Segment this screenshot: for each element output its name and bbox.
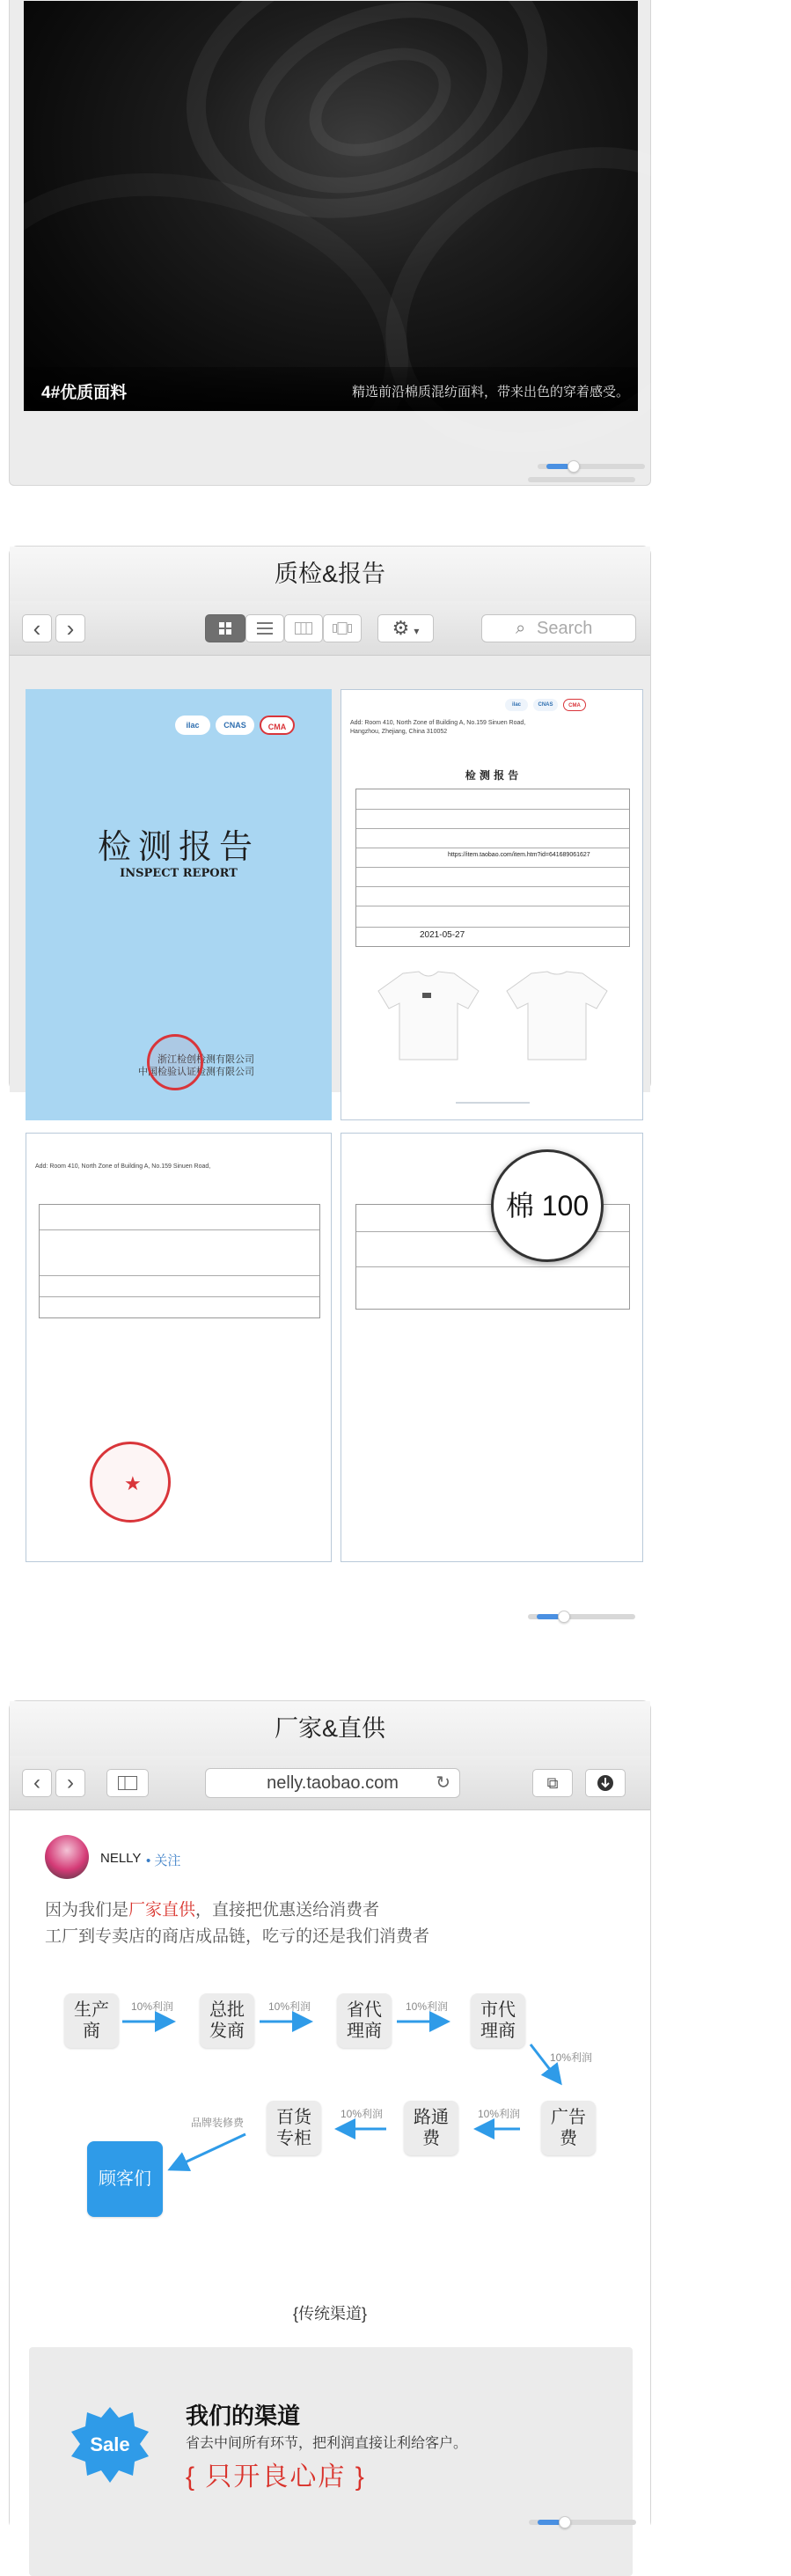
follow-button[interactable]: • 关注 <box>146 1853 181 1868</box>
node-provincial-agent: 省代理商 <box>337 1993 392 2048</box>
factory-window <box>9 1700 651 2530</box>
ilac-logo: ilac <box>175 716 210 735</box>
tabs-icon: ⧉ <box>546 1774 559 1792</box>
node-city-agent: 市代理商 <box>471 1993 525 2048</box>
our-channel-box <box>29 2347 633 2576</box>
chevron-right-icon: › <box>66 615 75 642</box>
svg-text:Sale: Sale <box>90 2433 130 2455</box>
factory-scroll-indicator[interactable] <box>529 2520 636 2525</box>
tabs-button[interactable] <box>532 1769 573 1797</box>
cnas-logo: CNAS <box>216 716 254 735</box>
statement-line-1: 因为我们是厂家直供，直接把优惠送给消费者 <box>45 1901 380 1919</box>
forward-button[interactable] <box>55 614 85 642</box>
back-button[interactable] <box>22 1769 52 1797</box>
coverflow-icon <box>333 622 352 635</box>
node-department-store: 百货专柜 <box>267 2101 321 2155</box>
sample-url: https://item.taobao.com/item.htm?id=641689061627 <box>448 852 590 858</box>
cma-logo: CMA <box>260 716 295 735</box>
report-heading: 检 测 报 告 <box>465 769 519 782</box>
search-icon: ⌕ <box>516 619 526 638</box>
report-window <box>9 546 651 1494</box>
cover-seal <box>147 1034 203 1090</box>
edge-label-1: 10%利润 <box>131 2000 174 2013</box>
report-page-2[interactable]: Add: Room 410, North Zone of Building A, No.159 Sinuen Road, ★ <box>26 1133 332 1562</box>
edge-label-5: 10%利润 <box>478 2108 521 2120</box>
chevron-down-icon: ▾ <box>414 625 420 637</box>
grid-icon <box>218 621 232 635</box>
cover-org-1: 浙江检创检测有限公司 <box>157 1054 254 1065</box>
traditional-channel-label: {传统渠道} <box>292 2305 368 2323</box>
node-producer: 生产商 <box>64 1993 119 2048</box>
cover-subtitle: INSPECT REPORT <box>120 867 238 880</box>
report-cover[interactable] <box>26 689 332 1120</box>
our-channel-title: 我们的渠道 <box>186 2403 301 2429</box>
reload-icon[interactable]: ↻ <box>436 1773 450 1793</box>
official-seal: ★ <box>90 1442 171 1523</box>
edge-label-4: 10%利润 <box>550 2051 593 2064</box>
sidebar-icon <box>118 1776 137 1790</box>
cover-org-2: 中国检验认证检测有限公司 <box>138 1067 254 1077</box>
address-bar[interactable] <box>205 1768 460 1798</box>
factory-content <box>10 1810 650 2531</box>
magnified-composition: 棉 100 <box>491 1149 604 1262</box>
sale-badge-icon <box>70 2405 150 2486</box>
user-name: NELLY <box>100 1851 142 1866</box>
coverflow-view-button[interactable] <box>323 614 362 642</box>
fabric-image <box>24 1 638 411</box>
chevron-right-icon: › <box>67 1771 74 1794</box>
action-menu-button[interactable] <box>377 614 434 642</box>
columns-icon <box>295 622 312 635</box>
search-input[interactable] <box>481 614 636 642</box>
edge-label-2: 10%利润 <box>268 2000 311 2013</box>
statement-line-2: 工厂到专卖店的商店成品链，吃亏的还是我们消费者 <box>45 1927 430 1946</box>
fabric-title: 4#优质面料 <box>41 384 128 402</box>
report-toolbar <box>10 601 650 656</box>
fabric-description: 精选前沿棉质混纺面料，带来出色的穿着感受。 <box>351 385 629 400</box>
node-channel-fee: 路通费 <box>404 2101 458 2155</box>
report-gallery <box>10 656 650 1494</box>
fabric-panel <box>9 0 651 486</box>
column-view-button[interactable] <box>284 614 323 642</box>
search-placeholder: Search <box>537 619 593 638</box>
browser-toolbar <box>10 1756 650 1810</box>
back-button[interactable] <box>22 614 52 642</box>
fabric-caption-bar <box>24 367 638 411</box>
download-icon <box>597 1774 614 1792</box>
cover-title: 检测报告 <box>97 827 260 866</box>
grid-view-button[interactable] <box>205 614 245 642</box>
edge-label-7: 品牌装修费 <box>191 2117 245 2129</box>
node-advertising: 广告费 <box>541 2101 596 2155</box>
statement-highlight: 厂家直供 <box>128 1901 196 1919</box>
report-window-title: 质检&报告 <box>10 547 650 601</box>
list-icon <box>257 622 273 635</box>
fabric-bottom-bar <box>528 477 635 482</box>
download-button[interactable] <box>585 1769 626 1797</box>
node-wholesaler: 总批发商 <box>200 1993 254 2048</box>
sidebar-toggle-button[interactable] <box>106 1769 149 1797</box>
edge-label-3: 10%利润 <box>406 2000 449 2013</box>
forward-button[interactable] <box>55 1769 85 1797</box>
node-customer: 顾客们 <box>87 2141 163 2217</box>
edge-label-6: 10%利润 <box>341 2108 384 2120</box>
report-page-1[interactable]: ilac CNAS CMA Add: Room 410, North Zone of Building A, No.159 Sinuen Road, Hangzhou, Zhejiang, China 310052 检 测 报 告 https://item.taobao.com/item.htm?id=641689061627 2021-05-27 <box>341 689 643 1120</box>
tshirt-back-image <box>505 970 609 1061</box>
report-date: 2021-05-27 <box>420 930 465 940</box>
our-channel-store: { 只开良心店 } <box>186 2462 366 2492</box>
chevron-left-icon: ‹ <box>33 615 41 642</box>
gear-icon: ⚙ <box>392 617 410 639</box>
factory-window-title: 厂家&直供 <box>10 1701 650 1756</box>
our-channel-subtitle: 省去中间所有环节，把利润直接让利给客户。 <box>186 2436 468 2451</box>
url-text: nelly.taobao.com <box>267 1773 399 1793</box>
chevron-left-icon: ‹ <box>33 1771 40 1794</box>
list-view-button[interactable] <box>245 614 284 642</box>
fabric-scroll-indicator[interactable] <box>538 464 645 469</box>
tshirt-front-image <box>377 970 480 1061</box>
cover-logos <box>175 716 295 735</box>
report-scroll-indicator[interactable] <box>528 1614 635 1619</box>
report-page-3[interactable] <box>341 1133 643 1562</box>
